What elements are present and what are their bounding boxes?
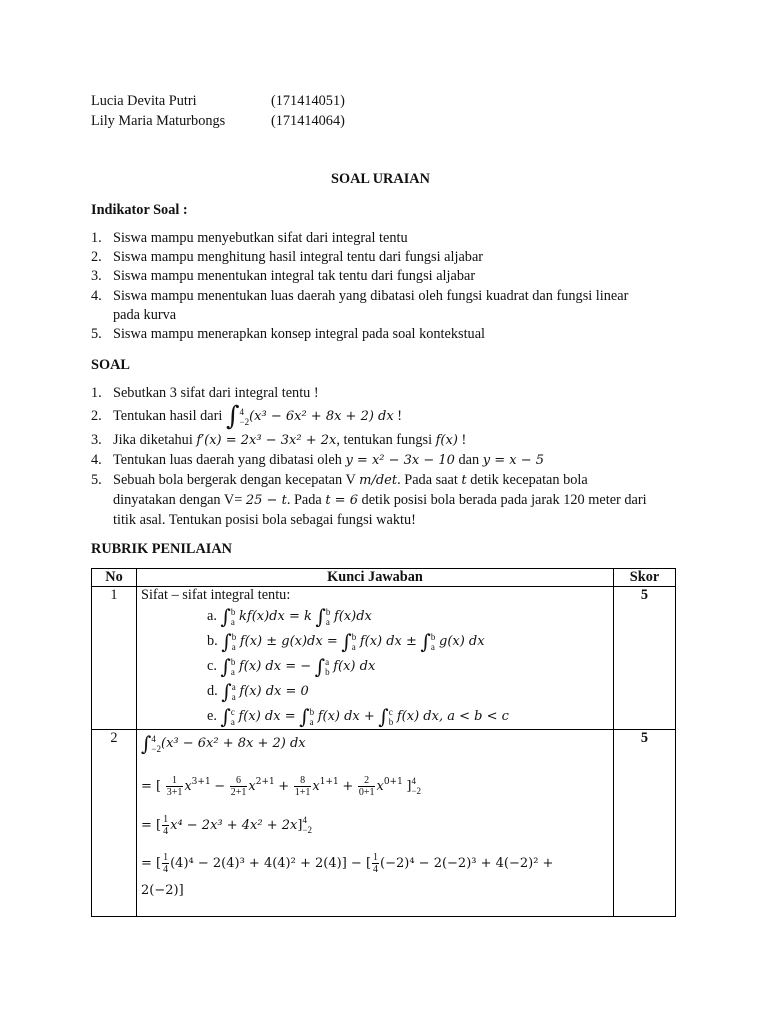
upper-limit: a (325, 656, 330, 667)
term: x (248, 778, 256, 794)
list-item (207, 679, 613, 704)
equals-sign: = [ (141, 855, 162, 871)
list-item (207, 604, 613, 629)
soal-4-mid: dan (454, 452, 483, 468)
soal-5-l2c: detik posisi bola berada pada jarak 120 meter dari (357, 492, 647, 508)
lower-limit: a (325, 616, 330, 627)
table-header-row (92, 569, 676, 587)
item-label: c. (207, 658, 217, 674)
numerator: 1 (163, 851, 169, 863)
integral-limits (231, 707, 235, 727)
indikator-text-3: Siswa mampu menentukan integral tak tentu dari fungsi aljabar (113, 268, 476, 284)
eval-limits (411, 776, 421, 796)
soal-3-expr1: f′(x) = 2x³ − 3x² + 2x (196, 433, 337, 448)
indikator-text-1: Siswa mampu menyebutkan sifat dari integral tentu (113, 230, 408, 246)
row2-kunci (137, 730, 614, 917)
item-label: a. (207, 608, 217, 624)
integral-limits (352, 632, 357, 652)
upper-limit: b (325, 606, 331, 617)
step3-part-c: 2(−2) (141, 882, 179, 898)
list-item (207, 704, 613, 729)
numerator: 8 (294, 775, 312, 787)
numerator: 1 (166, 775, 184, 787)
item-expr: kf(x)dx = k (239, 609, 312, 624)
integral-icon: ∫ (220, 654, 231, 679)
soal-2-pre: Tentukan hasil dari (113, 408, 223, 424)
integral-icon: ∫ (141, 731, 152, 756)
soal-heading: SOAL (91, 357, 130, 373)
step2-expr: x⁴ − 2x³ + 4x² + 2x (170, 817, 298, 833)
row2-step-3 (141, 849, 613, 878)
numerator: 2 (358, 775, 376, 787)
denominator: 4 (373, 863, 379, 875)
bracket-close: ] (406, 778, 412, 794)
term: x (376, 778, 384, 794)
col-header-no: No (92, 569, 137, 587)
integral-limits (151, 734, 161, 754)
integral-limits (431, 632, 436, 652)
indikator-num-1: 1. (91, 230, 102, 246)
indikator-heading: Indikator Soal : (91, 202, 188, 218)
soal-5-l1c: detik kecepatan bola (466, 472, 588, 488)
power: 3+1 (191, 777, 211, 787)
item-expr: f(x) ± g(x)dx = (239, 634, 338, 649)
upper-limit: c (388, 706, 393, 717)
lower-limit: −2 (302, 825, 313, 836)
lower-limit: a (430, 641, 435, 652)
row2-step-2 (141, 810, 613, 841)
integral-icon: ∫ (341, 629, 352, 654)
row2-integrand: (x³ − 6x² + 8x + 2) dx (161, 736, 306, 751)
step3-part-a: (4)⁴ − 2(4)³ + 4(4)² + 2(4) (170, 855, 342, 871)
soal-2-upper: 4 (239, 406, 244, 417)
term: x (184, 778, 192, 794)
soal-5-t: t (461, 473, 467, 488)
integral-limits (232, 682, 236, 702)
item-expr-2: f(x) dx (333, 659, 376, 674)
denominator: 0+1 (358, 786, 375, 798)
soal-num-5: 5. (91, 472, 102, 488)
integral-limits (389, 707, 394, 727)
integral-icon: ∫ (299, 704, 310, 729)
upper-limit: 4 (302, 815, 307, 826)
soal-2-lower: −2 (239, 416, 250, 427)
soal-5-velocity: 25 − t (245, 493, 287, 508)
table-row (92, 587, 676, 730)
integral-limits (231, 607, 236, 627)
upper-limit: b (230, 606, 236, 617)
lower-limit: −2 (411, 786, 422, 797)
soal-4-pre: Tentukan luas daerah yang dibatasi oleh (113, 452, 346, 468)
soal-5-unit: m/det (359, 473, 398, 488)
soal-num-3: 3. (91, 432, 102, 448)
integral-icon: ∫ (315, 604, 326, 629)
lower-limit: a (231, 691, 236, 702)
indikator-num-2: 2. (91, 249, 102, 265)
soal-5-l2b: . Pada (286, 492, 326, 508)
item-expr-3: g(x) dx (439, 634, 485, 649)
lower-limit: a (231, 641, 236, 652)
operator: + (342, 778, 354, 794)
table-row (92, 730, 676, 917)
row1-no: 1 (92, 587, 137, 730)
soal-5-line-3: titik asal. Tentukan posisi bola sebagai fungsi waktu! (113, 512, 416, 528)
soal-5-t6: t = 6 (325, 493, 358, 508)
row1-skor: 5 (614, 587, 676, 730)
lower-limit: a (351, 641, 356, 652)
integral-icon: ∫ (314, 654, 326, 679)
bracket-close: ] (297, 817, 303, 833)
equals-sign: = [ (141, 778, 162, 794)
power: 0+1 (383, 777, 403, 787)
soal-question-2 (113, 401, 402, 432)
upper-limit: a (231, 681, 236, 692)
integral-icon: ∫ (220, 704, 231, 729)
col-header-kunci: Kunci Jawaban (137, 569, 614, 587)
step3-minus: − (346, 855, 366, 871)
soal-3-expr2: f(x) (435, 433, 458, 448)
item-label: b. (207, 633, 218, 649)
upper-limit: 4 (151, 733, 156, 744)
bracket-close: ] (178, 882, 184, 898)
indikator-text-5: Siswa mampu menerapkan konsep integral pada soal kontekstual (113, 326, 486, 342)
page-title: SOAL URAIAN (331, 171, 430, 187)
row1-list (141, 604, 613, 729)
col-header-skor: Skor (614, 569, 676, 587)
row2-skor: 5 (614, 730, 676, 917)
fraction (166, 775, 184, 798)
indikator-text-2: Siswa mampu menghitung hasil integral tentu dari fungsi aljabar (113, 249, 484, 265)
integral-icon: ∫ (225, 401, 240, 432)
upper-limit: 4 (411, 776, 416, 787)
lower-limit: −2 (151, 743, 161, 754)
row2-step-1 (141, 767, 613, 802)
soal-2-post: ! (393, 408, 403, 424)
numerator: 1 (373, 851, 379, 863)
author-id-1: (171414051) (271, 93, 345, 109)
integral-icon: ∫ (221, 679, 232, 704)
soal-question-4 (113, 452, 544, 469)
upper-limit: b (231, 631, 237, 642)
item-expr-2: f(x) dx + (317, 709, 375, 724)
integral-icon: ∫ (221, 629, 232, 654)
item-label: d. (207, 683, 218, 699)
upper-limit: b (230, 656, 236, 667)
soal-5-l1b: . Pada saat (397, 472, 462, 488)
fraction (162, 814, 169, 837)
item-expr: f(x) dx = − (239, 659, 312, 674)
author-name-1: Lucia Devita Putri (91, 93, 197, 109)
lower-limit: a (230, 716, 235, 727)
row1-title: Sifat – sifat integral tentu: (141, 587, 291, 603)
author-id-2: (171414064) (271, 113, 345, 129)
soal-num-1: 1. (91, 385, 102, 401)
fraction (294, 775, 312, 798)
upper-limit: b (430, 631, 436, 642)
item-expr-2: f(x) dx ± (359, 634, 417, 649)
denominator: 3+1 (166, 786, 183, 798)
lower-limit: b (325, 666, 330, 677)
soal-5-l2a: dinyatakan dengan V= (113, 492, 246, 508)
soal-5-line-2 (113, 492, 647, 509)
indikator-num-4: 4. (91, 288, 102, 304)
power: 2+1 (255, 777, 275, 787)
soal-3-pre: Jika diketahui (113, 432, 197, 448)
fraction (230, 775, 248, 798)
numerator: 1 (163, 813, 169, 825)
upper-limit: b (309, 706, 315, 717)
denominator: 4 (163, 825, 169, 837)
fraction (372, 852, 379, 875)
soal-4-expr1: y = x² − 3x − 10 (345, 453, 455, 468)
list-item (207, 629, 613, 654)
integral-limits (310, 707, 315, 727)
bracket-open: [ (365, 855, 372, 871)
soal-text-1: Sebutkan 3 sifat dari integral tentu ! (113, 385, 319, 401)
integral-limits (232, 632, 237, 652)
lower-limit: a (230, 616, 235, 627)
row2-no: 2 (92, 730, 137, 917)
denominator: 1+1 (294, 786, 311, 798)
rubrik-heading: RUBRIK PENILAIAN (91, 541, 233, 557)
lower-limit: a (230, 666, 235, 677)
fraction (358, 775, 376, 798)
soal-5-l1a: Sebuah bola bergerak dengan kecepatan V (113, 472, 360, 488)
lower-limit: a (309, 716, 314, 727)
fraction (162, 852, 169, 875)
term: x (312, 778, 320, 794)
step3-part-b: (−2)⁴ − 2(−2)³ + 4(−2)² + (380, 855, 554, 871)
author-name-2: Lily Maria Maturbongs (91, 113, 226, 129)
integral-limits (325, 657, 330, 677)
item-expr: f(x) dx = 0 (239, 684, 309, 699)
row2-integral (141, 730, 613, 757)
denominator: 2+1 (230, 786, 247, 798)
denominator: 4 (163, 863, 169, 875)
eval-limits (302, 815, 312, 835)
equals-sign: = [ (141, 817, 162, 833)
indikator-num-5: 5. (91, 326, 102, 342)
soal-2-expr: (x³ − 6x² + 8x + 2) dx (249, 409, 394, 424)
indikator-num-3: 3. (91, 268, 102, 284)
integral-limits (326, 607, 331, 627)
integral-icon: ∫ (378, 704, 389, 729)
soal-3-mid: , tentukan fungsi (336, 432, 436, 448)
upper-limit: b (351, 631, 357, 642)
row2-step-3-cont (141, 878, 613, 903)
item-expr-2: f(x)dx (333, 609, 372, 624)
power: 1+1 (319, 777, 339, 787)
item-label: e. (207, 708, 217, 724)
operator: + (278, 778, 290, 794)
item-expr: f(x) dx = (238, 709, 296, 724)
operator: − (214, 778, 226, 794)
integral-icon: ∫ (220, 604, 231, 629)
soal-question-3 (113, 432, 466, 449)
upper-limit: c (230, 706, 235, 717)
indikator-text-4: Siswa mampu menentukan luas daerah yang dibatasi oleh fungsi kuadrat dan fungsi linear (113, 288, 629, 304)
soal-num-4: 4. (91, 452, 102, 468)
rubrik-table (91, 568, 676, 917)
soal-4-expr2: y = x − 5 (482, 453, 545, 468)
soal-2-limits (240, 407, 250, 427)
row1-kunci (137, 587, 614, 730)
integral-icon: ∫ (420, 629, 431, 654)
lower-limit: b (388, 716, 394, 727)
indikator-text-4-cont: pada kurva (113, 307, 177, 323)
soal-num-2: 2. (91, 408, 102, 424)
integral-limits (231, 657, 236, 677)
item-expr-3: f(x) dx, a < b < c (396, 709, 509, 724)
soal-3-post: ! (457, 432, 467, 448)
list-item (207, 654, 613, 679)
numerator: 6 (230, 775, 248, 787)
soal-5-line-1 (113, 472, 588, 489)
bracket-close: ] (341, 855, 347, 871)
